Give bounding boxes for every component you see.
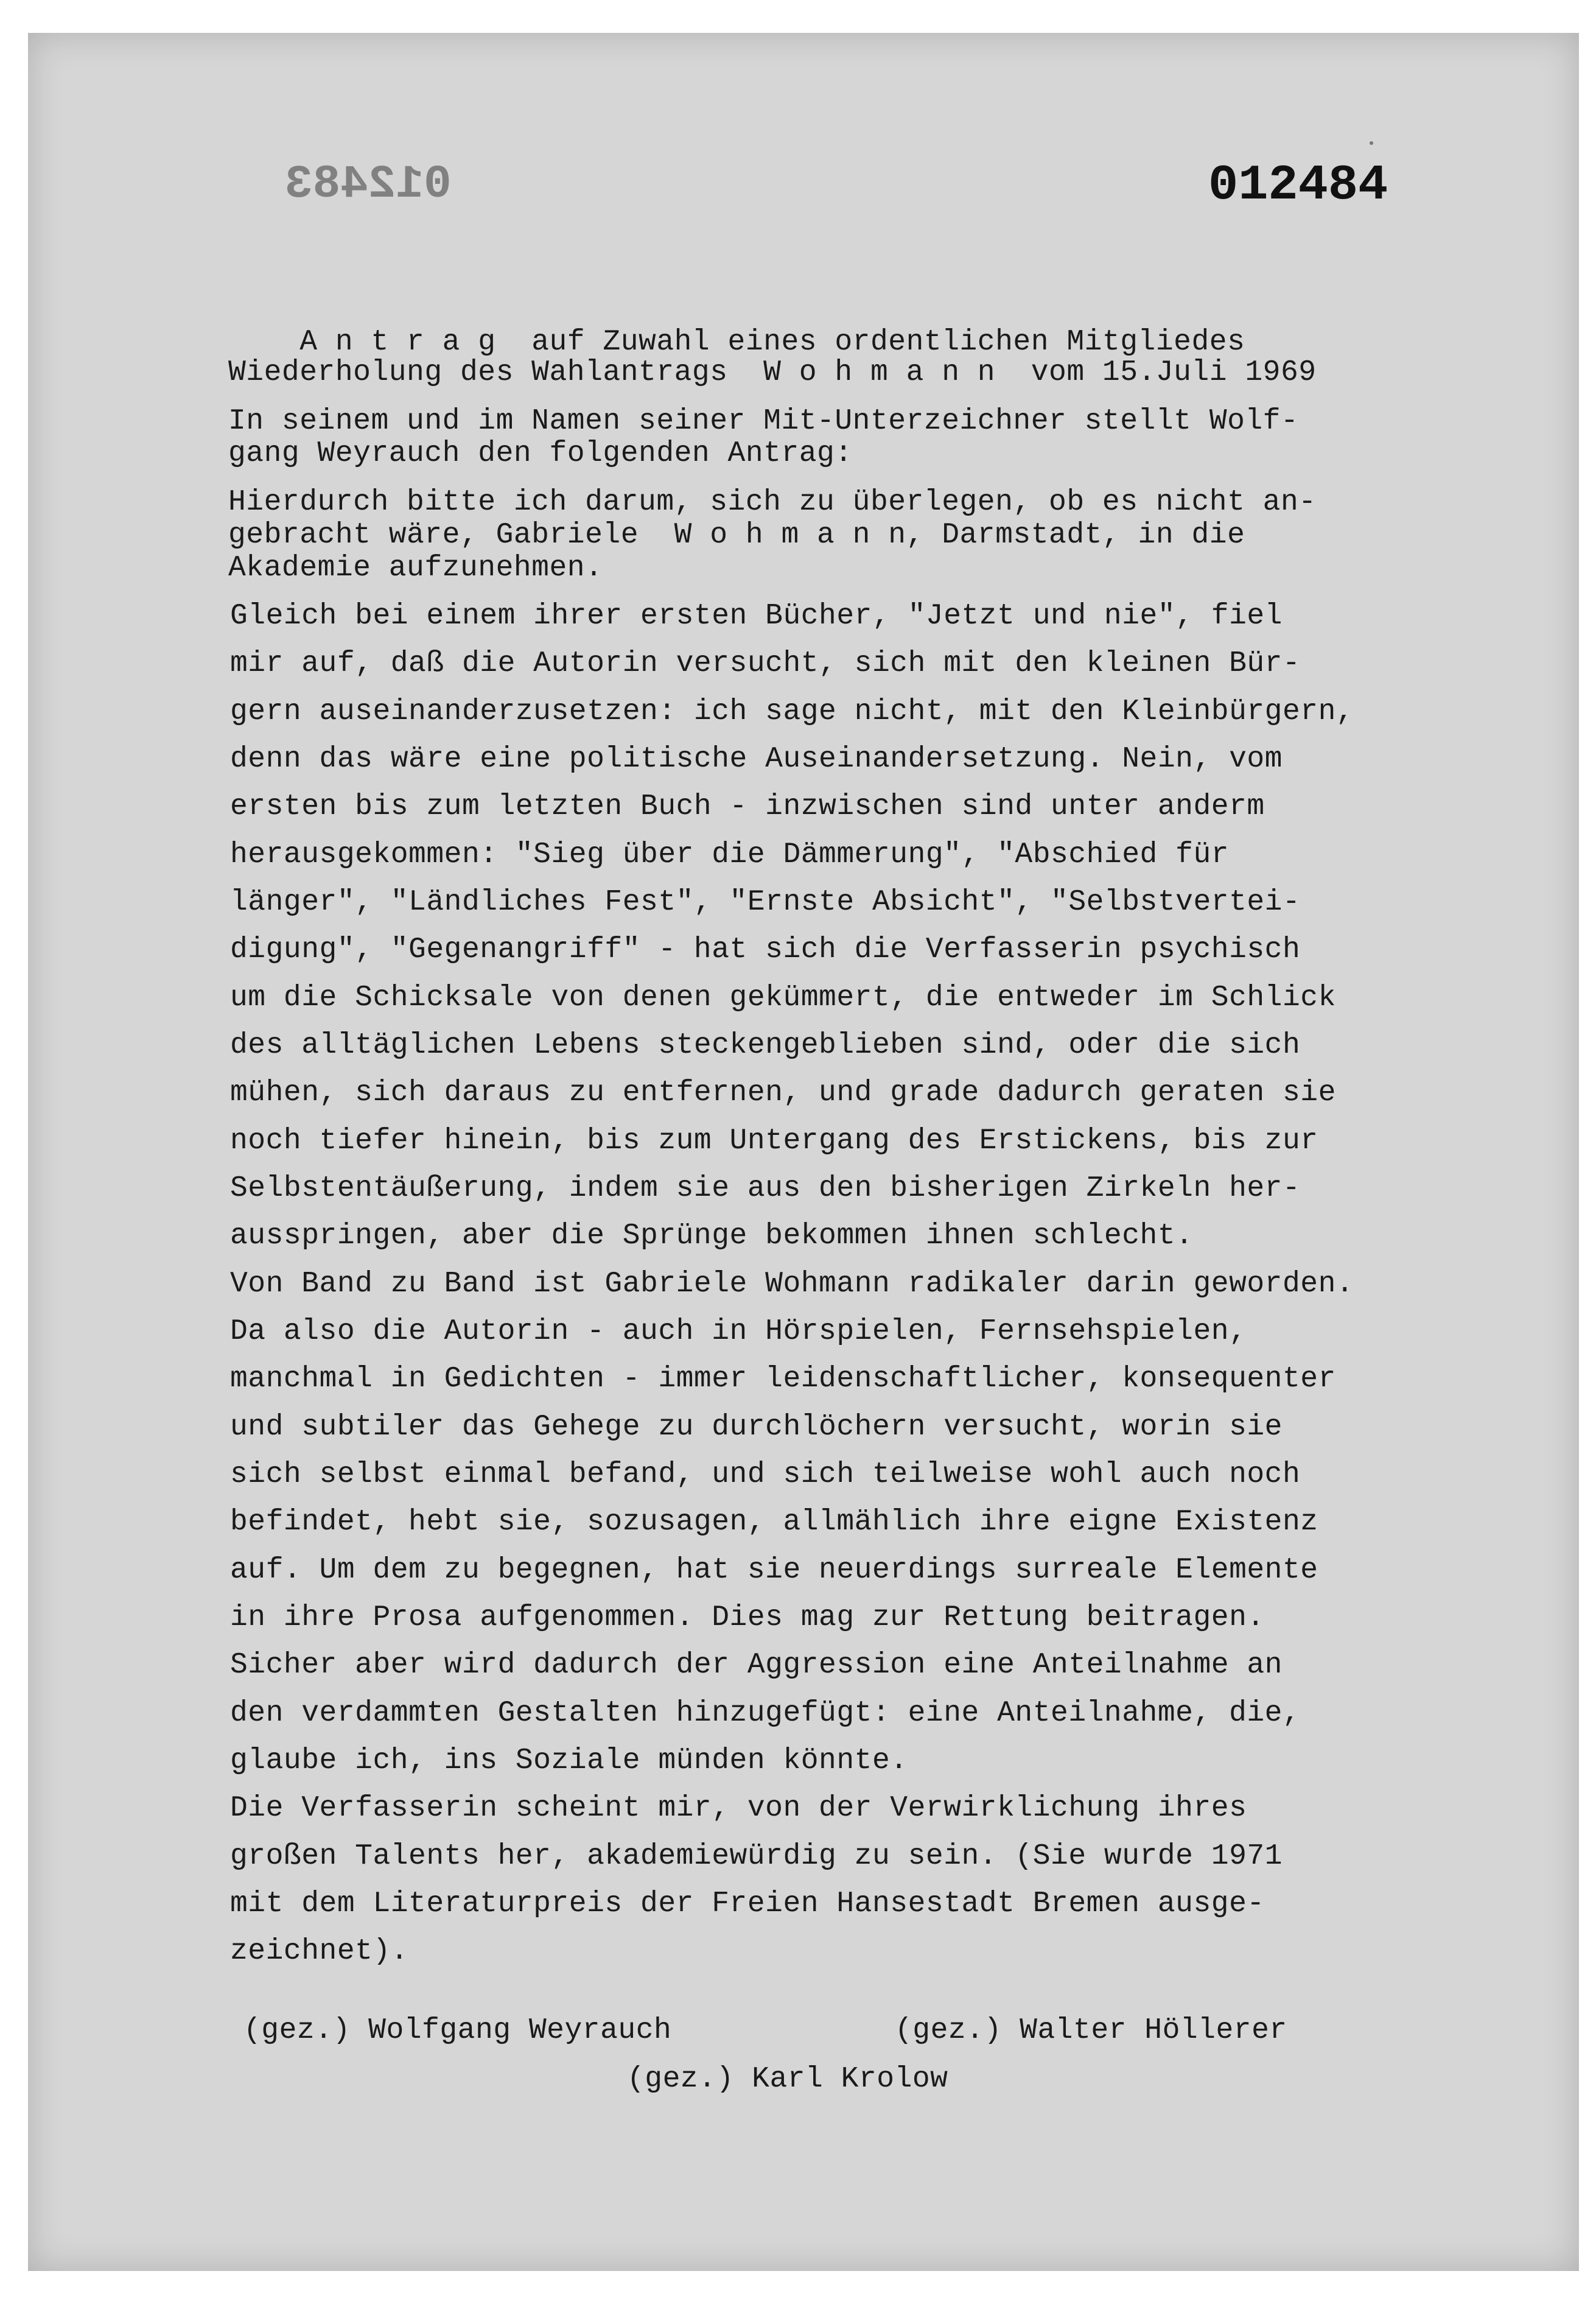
text-line: In seinem und im Namen seiner Mit-Unterzeichner stellt Wolf- xyxy=(228,405,1299,438)
paper-speck xyxy=(1370,141,1373,145)
text-line: des alltäglichen Lebens steckengeblieben sind, oder die sich xyxy=(230,1029,1301,1062)
text-line: gebracht wäre, Gabriele W o h m a n n, Darmstadt, in die xyxy=(228,519,1245,552)
text-line: gang Weyrauch den folgenden Antrag: xyxy=(228,437,853,470)
text-line: in ihre Prosa aufgenommen. Dies mag zur Rettung beitragen. xyxy=(230,1601,1265,1634)
text-line: ausspringen, aber die Sprünge bekommen ihnen schlecht. xyxy=(230,1220,1194,1252)
signature-weyrauch: (gez.) Wolfgang Weyrauch xyxy=(243,2014,672,2047)
text-line: manchmal in Gedichten - immer leidenschaftlicher, konsequenter xyxy=(230,1363,1336,1395)
text-line: gern auseinanderzusetzen: ich sage nicht, mit den Kleinbürgern, xyxy=(230,695,1354,728)
document-number: 012484 xyxy=(1208,157,1388,214)
text-line: Sicher aber wird dadurch der Aggression eine Anteilnahme an xyxy=(230,1649,1283,1682)
text-line: glaube ich, ins Soziale münden könnte. xyxy=(230,1744,908,1777)
text-line: mit dem Literaturpreis der Freien Hansestadt Bremen ausge- xyxy=(230,1887,1265,1920)
text-line: ersten bis zum letzten Buch - inzwischen sind unter anderm xyxy=(230,790,1265,823)
text-line: um die Schicksale von denen gekümmert, die entweder im Schlick xyxy=(230,981,1336,1014)
text-line: herausgekommen: "Sieg über die Dämmerung", "Abschied für xyxy=(230,838,1230,871)
text-line: noch tiefer hinein, bis zum Untergang des Erstickens, bis zur xyxy=(230,1125,1318,1157)
text-line: großen Talents her, akademiewürdig zu sein. (Sie wurde 1971 xyxy=(230,1840,1283,1873)
text-line: mühen, sich daraus zu entfernen, und grade dadurch geraten sie xyxy=(230,1076,1336,1109)
text-line: den verdammten Gestalten hinzugefügt: eine Anteilnahme, die, xyxy=(230,1697,1301,1730)
text-line: auf. Um dem zu begegnen, hat sie neuerdings surreale Elemente xyxy=(230,1554,1318,1587)
text-line: Die Verfasserin scheint mir, von der Verwirklichung ihres xyxy=(230,1792,1247,1825)
text-line: Hierdurch bitte ich darum, sich zu überlegen, ob es nicht an- xyxy=(228,486,1317,519)
text-line: Von Band zu Band ist Gabriele Wohmann radikaler darin geworden. xyxy=(230,1268,1354,1300)
heading-spaced-word: A n t r a g xyxy=(299,326,496,359)
text-line: denn das wäre eine politische Auseinandersetzung. Nein, vom xyxy=(230,743,1283,776)
text-line: länger", "Ländliches Fest", "Ernste Absicht", "Selbstvertei- xyxy=(230,886,1301,919)
text-line: digung", "Gegenangriff" - hat sich die Verfasserin psychisch xyxy=(230,933,1301,966)
signature-hoellerer: (gez.) Walter Höllerer xyxy=(895,2014,1287,2047)
text-line: und subtiler das Gehege zu durchlöchern versucht, worin sie xyxy=(230,1411,1283,1444)
text-line: mir auf, daß die Autorin versucht, sich mit den kleinen Bür- xyxy=(230,647,1301,680)
subheading: Wiederholung des Wahlantrags W o h m a n n vom 15.Juli 1969 xyxy=(228,356,1317,389)
signature-krolow: (gez.) Karl Krolow xyxy=(627,2063,948,2096)
text-line: Gleich bei einem ihrer ersten Bücher, "Jetzt und nie", fiel xyxy=(230,600,1283,633)
text-line: Da also die Autorin - auch in Hörspielen, Fernsehspielen, xyxy=(230,1315,1247,1348)
text-line: Selbstentäußerung, indem sie aus den bisherigen Zirkeln her- xyxy=(230,1172,1301,1205)
bleed-through-number: 012483 xyxy=(285,158,452,211)
text-line: zeichnet). xyxy=(230,1935,409,1968)
text-line: sich selbst einmal befand, und sich teilweise wohl auch noch xyxy=(230,1458,1301,1491)
heading-rest: auf Zuwahl eines ordentlichen Mitgliedes xyxy=(531,326,1245,359)
text-line: befindet, hebt sie, sozusagen, allmählich ihre eigne Existenz xyxy=(230,1506,1318,1539)
text-line: Akademie aufzunehmen. xyxy=(228,552,603,584)
